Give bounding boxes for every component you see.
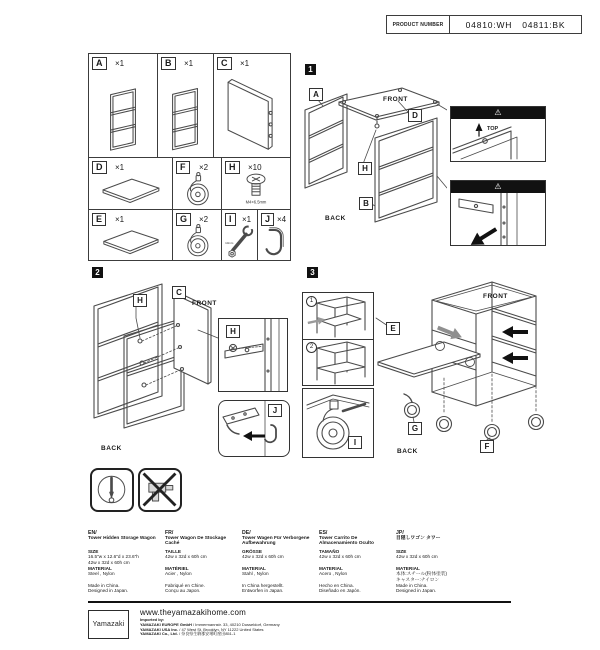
- product-name-jp: 目隠しワゴン タワー: [396, 536, 441, 541]
- step1-callout-a: A: [309, 88, 323, 101]
- size-label: GRÖSSE: [242, 549, 263, 554]
- step2-inset-callout-h: H: [226, 325, 240, 338]
- frame-b-icon: [158, 67, 213, 155]
- part-letter-e: E: [92, 213, 106, 226]
- material-label: MATERIAL: [396, 566, 420, 571]
- shelf-d-icon: [89, 171, 172, 207]
- size-label: SIZE: [396, 549, 407, 554]
- origin-line-2: Designed in Japan.: [88, 588, 129, 594]
- product-number-label: PRODUCT NUMBER: [387, 16, 450, 33]
- part-letter-a: A: [92, 57, 107, 70]
- part-letter-j: J: [261, 213, 274, 226]
- material-label: MATÉRIEL: [165, 566, 189, 571]
- material-value: Steel , Nylon: [88, 571, 115, 577]
- caster-g-icon: [173, 223, 221, 258]
- part-letter-h: H: [225, 161, 240, 174]
- size-metric: 42w x 32d x 60h cm: [319, 554, 361, 560]
- part-qty-g: ×2: [199, 215, 209, 224]
- origin-line-2: Diseñado en Japón.: [319, 588, 361, 594]
- product-number-value: [450, 16, 581, 33]
- screw-h-icon: [222, 171, 290, 207]
- step3-callout-e: E: [386, 322, 400, 335]
- step3-inset-caster: [302, 388, 374, 458]
- step3-front-label: FRONT: [483, 293, 508, 300]
- step1-front-label: FRONT: [383, 96, 408, 103]
- product-name-es: Tower Carrito De Almacenamiento Oculto: [319, 536, 374, 547]
- warning-icon: ⚠: [451, 107, 545, 119]
- step1-back-label: BACK: [325, 215, 346, 222]
- step1-callout-d: D: [408, 109, 422, 122]
- shelf-e-icon: [89, 223, 172, 258]
- origin-line-1: Hecho en China.: [319, 583, 354, 588]
- no-power-drill-icon: [138, 468, 182, 512]
- material-value: Acero , Nylon: [319, 571, 348, 577]
- material-value: Stahl , Nylon: [242, 571, 269, 577]
- use-screwdriver-icon: [90, 468, 134, 512]
- step1-inset-top: [450, 106, 546, 162]
- warning-icon-2: ⚠: [451, 181, 545, 193]
- part-cell-h: [221, 157, 291, 210]
- footer-text-block: [140, 608, 440, 637]
- origin-line-1: Made in China.: [396, 583, 428, 588]
- product-number-box: [386, 15, 582, 34]
- company-line-japan: YAMAZAKI Co., Ltd. / 奈良県生駒郡安堵町窪田851-1: [140, 631, 236, 637]
- product-number-bk: 04811:BK: [522, 19, 566, 30]
- material-label: MATERIAL: [242, 566, 266, 571]
- screw-size-label: M4×6.5mm: [245, 199, 267, 205]
- step3-callout-g: G: [408, 422, 422, 435]
- part-qty-d: ×1: [115, 163, 125, 172]
- part-letter-g: G: [176, 213, 191, 226]
- part-cell-c: [213, 53, 291, 158]
- top-direction-label: TOP: [487, 126, 499, 132]
- lang-code: ES/: [319, 530, 328, 536]
- part-qty-i: ×1: [242, 215, 252, 224]
- origin-line-1: Made in China.: [88, 583, 120, 588]
- step2-callout-c: C: [172, 286, 186, 299]
- step3-callout-f: F: [480, 440, 494, 453]
- sequence-step-2: 2: [306, 342, 317, 353]
- yamazaki-logo: Yamazaki: [88, 610, 129, 639]
- wrench-i-icon: [222, 223, 257, 258]
- panel-c-icon: [214, 67, 290, 155]
- lang-code: FR/: [165, 530, 174, 536]
- part-qty-f: ×2: [199, 163, 209, 172]
- part-qty-h: ×10: [248, 163, 262, 172]
- material-label: MATERIAL: [88, 566, 112, 571]
- step1-callout-b: B: [359, 197, 373, 210]
- step2-back-label: BACK: [101, 445, 122, 452]
- product-name-fr: Tower Wagon De Stockage Caché: [165, 536, 227, 547]
- lang-col-jp: [396, 530, 467, 598]
- sequence-step-1: 1: [306, 296, 317, 307]
- part-cell-j: [257, 209, 291, 261]
- wrench-size-label: 10mm: [225, 241, 234, 245]
- lang-col-en: [88, 530, 159, 598]
- material-value: Acier , Nylon: [165, 571, 192, 577]
- part-letter-c: C: [217, 57, 232, 70]
- size-imperial: 16.5"w x 12.6"d x 23.6"h: [88, 554, 139, 560]
- part-letter-d: D: [92, 161, 107, 174]
- part-letter-i: I: [225, 213, 236, 226]
- part-qty-a: ×1: [115, 59, 125, 68]
- step2-callout-h: H: [133, 294, 147, 307]
- step2-inset-callout-j: J: [268, 404, 282, 417]
- part-cell-b: [157, 53, 214, 158]
- origin-line-2: Conçu au Japon.: [165, 588, 201, 594]
- step1-inset-top-art: [451, 119, 545, 161]
- part-cell-g: [172, 209, 222, 261]
- part-qty-e: ×1: [115, 215, 125, 224]
- product-name-de: Tower Wagen Für Verborgene Aufbewahrung: [242, 536, 310, 547]
- origin-line-2: Entworfen in Japan.: [242, 588, 284, 594]
- lang-col-de: [242, 530, 313, 598]
- website-url: www.theyamazakihome.com: [140, 608, 246, 617]
- lang-code: DE/: [242, 530, 251, 536]
- hook-j-icon: [258, 223, 290, 258]
- origin-line-1: In China hergestellt.: [242, 583, 284, 588]
- lang-col-es: [319, 530, 390, 598]
- part-cell-a: [88, 53, 158, 158]
- material-value-2: [88, 577, 159, 582]
- push-arrow-top: [502, 326, 528, 338]
- product-number-wh: 04810:WH: [465, 19, 513, 30]
- step2-front-label: FRONT: [192, 300, 217, 307]
- size-metric: 42w x 32d x 60h cm: [396, 554, 438, 560]
- step3-number: 3: [307, 267, 318, 278]
- size-metric: 42w x 32d x 60h cm: [165, 554, 207, 560]
- company-line-europe: YAMAZAKI EUROPE GmbH / Immermannstr. 33, 40210 Dusseldorf, Germany: [140, 621, 280, 627]
- part-qty-c: ×1: [240, 59, 250, 68]
- part-cell-f: [172, 157, 222, 210]
- lang-code: EN/: [88, 530, 97, 536]
- part-qty-j: ×4: [277, 215, 287, 224]
- part-qty-b: ×1: [184, 59, 194, 68]
- caster-f-icon: [173, 171, 221, 207]
- step1-number: 1: [305, 64, 316, 75]
- size-label: SIZE: [88, 549, 99, 554]
- part-letter-f: F: [176, 161, 190, 174]
- language-info-block: [88, 530, 518, 598]
- imported-by-label: Imported by:: [140, 617, 165, 622]
- part-cell-e: [88, 209, 173, 261]
- size-label: TAMAÑO: [319, 549, 340, 554]
- lang-col-fr: [165, 530, 236, 598]
- lang-code: JP/: [396, 530, 404, 536]
- step2-number: 2: [92, 267, 103, 278]
- size-label: TAILLE: [165, 549, 182, 554]
- step1-inset-bottom: [450, 180, 546, 246]
- material-label: MATERIAL: [319, 566, 343, 571]
- material-value: 本体:スチール(粉体塗装): [396, 571, 448, 577]
- size-metric: 42w x 32d x 60h cm: [88, 559, 130, 565]
- part-cell-d: [88, 157, 173, 210]
- origin-line-1: Fabriqué en Chine.: [165, 583, 205, 588]
- step3-back-label: BACK: [397, 448, 418, 455]
- step1-callout-h: H: [358, 162, 372, 175]
- step1-inset-bottom-art: [451, 193, 545, 245]
- origin-line-2: Designed in Japan.: [396, 588, 437, 594]
- step3-callout-i: I: [348, 436, 362, 449]
- step3-diagram: [374, 274, 546, 462]
- step1-diagram: [297, 76, 447, 251]
- company-line-usa: YAMAZAKI USA Inc. / 47 West St, Brooklyn, NY 11222 United States: [140, 626, 264, 632]
- frame-a-icon: [89, 67, 157, 155]
- part-letter-b: B: [161, 57, 176, 70]
- push-arrow-bottom: [502, 352, 528, 364]
- step3-inset-caster-art: [303, 389, 373, 457]
- footer-divider: [88, 601, 511, 603]
- material-value-2: キャスター:ナイロン: [396, 576, 440, 582]
- size-metric: 42w x 32d x 60h cm: [242, 554, 284, 560]
- part-cell-i: [221, 209, 258, 261]
- product-name-en: Tower Hidden Storage Wagon: [88, 536, 156, 541]
